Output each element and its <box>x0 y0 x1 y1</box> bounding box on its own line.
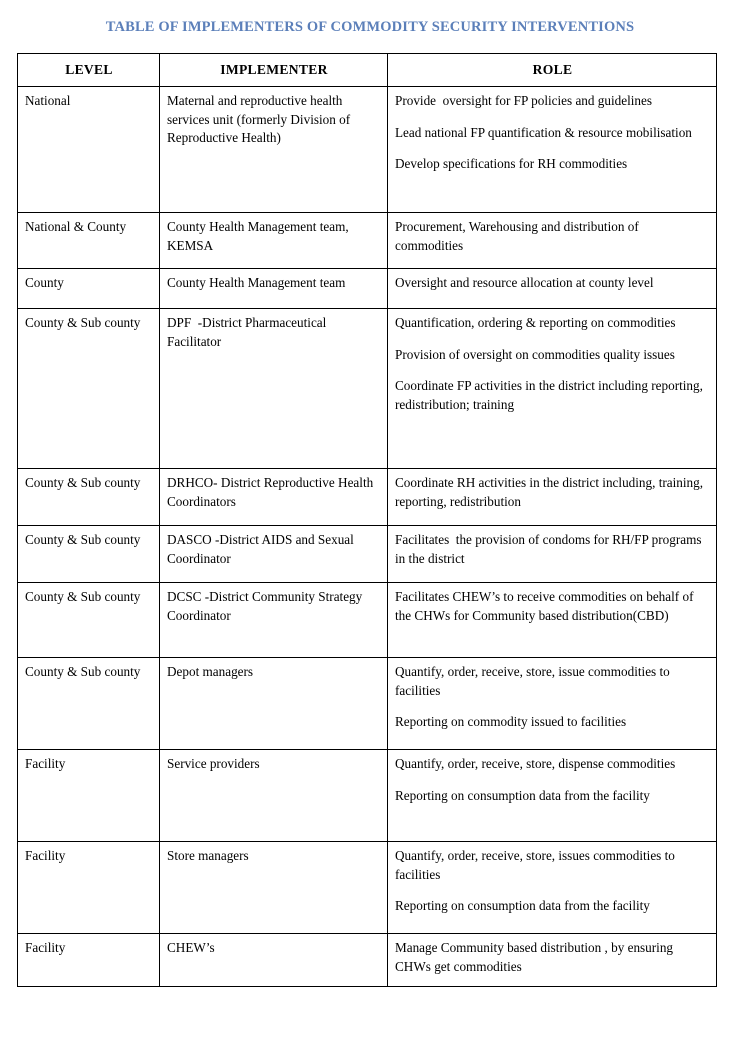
cell-level <box>18 934 160 987</box>
level-text: County & Sub county <box>25 475 141 490</box>
implementer-text: DCSC -District Community Strategy Coordinator <box>167 589 366 623</box>
cell-level <box>18 842 160 934</box>
cell-implementer <box>160 269 388 309</box>
table-header <box>18 54 717 87</box>
table-row <box>18 526 717 583</box>
level-text: Facility <box>25 848 66 863</box>
role-paragraph: Reporting on consumption data from the facility <box>395 898 650 914</box>
table-row <box>18 583 717 658</box>
cell-implementer <box>160 658 388 750</box>
cell-level <box>18 87 160 213</box>
cell-role <box>388 750 717 842</box>
table-row <box>18 842 717 934</box>
table-row <box>18 934 717 987</box>
table-header-row <box>18 54 717 87</box>
cell-implementer <box>160 309 388 469</box>
role-paragraph: Facilitates CHEW’s to receive commodities on behalf of the CHWs for Community based distribution(CBD) <box>395 589 697 623</box>
cell-level <box>18 269 160 309</box>
role-paragraph: Quantification, ordering & reporting on commodities <box>395 315 676 330</box>
role-paragraph: Lead national FP quantification & resource mobilisation <box>395 124 692 140</box>
role-paragraph: Develop specifications for RH commodities <box>395 156 628 172</box>
table-row <box>18 309 717 469</box>
cell-implementer <box>160 583 388 658</box>
page-title: TABLE OF IMPLEMENTERS OF COMMODITY SECURITY INTERVENTIONS <box>105 19 635 35</box>
cell-role <box>388 934 717 987</box>
cell-role <box>388 526 717 583</box>
cell-role <box>388 469 717 526</box>
role-paragraph: Reporting on commodity issued to facilities <box>395 714 627 730</box>
role-paragraph: Facilitates the provision of condoms for RH/FP programs in the district <box>395 532 705 566</box>
table-row <box>18 469 717 526</box>
table-row <box>18 269 717 309</box>
cell-role <box>388 213 717 269</box>
cell-role <box>388 842 717 934</box>
role-paragraph: Reporting on consumption data from the facility <box>395 787 650 803</box>
cell-role <box>388 583 717 658</box>
column-header-implementer: IMPLEMENTER <box>160 54 388 87</box>
level-text: National <box>25 93 71 108</box>
cell-level <box>18 213 160 269</box>
cell-level <box>18 750 160 842</box>
role-paragraph: Provision of oversight on commodities quality issues <box>395 346 675 362</box>
implementer-text: Service providers <box>167 756 260 771</box>
cell-implementer <box>160 842 388 934</box>
cell-level <box>18 526 160 583</box>
role-paragraph: Quantify, order, receive, store, dispense commodities <box>395 756 676 771</box>
role-paragraph: Procurement, Warehousing and distribution of commodities <box>395 219 643 253</box>
table-body <box>18 87 717 987</box>
role-paragraph: Quantify, order, receive, store, issue commodities to facilities <box>395 664 674 698</box>
level-text: Facility <box>25 756 66 771</box>
role-paragraph: Oversight and resource allocation at county level <box>395 275 654 290</box>
cell-implementer <box>160 87 388 213</box>
role-paragraph: Provide oversight for FP policies and guidelines <box>395 93 653 108</box>
implementers-table-container <box>17 53 716 987</box>
cell-implementer <box>160 469 388 526</box>
table-row <box>18 750 717 842</box>
cell-role <box>388 309 717 469</box>
level-text: County & Sub county <box>25 315 141 330</box>
level-text: County <box>25 275 64 290</box>
cell-role <box>388 269 717 309</box>
cell-level <box>18 658 160 750</box>
cell-role <box>388 658 717 750</box>
implementer-text: CHEW’s <box>167 940 215 955</box>
level-text: County & Sub county <box>25 589 141 604</box>
implementer-text: DPF -District Pharmaceutical Facilitator <box>167 315 330 349</box>
level-text: County & Sub county <box>25 532 141 547</box>
column-header-level: LEVEL <box>18 54 160 87</box>
implementer-text: DRHCO- District Reproductive Health Coordinators <box>167 475 377 509</box>
implementer-text: Maternal and reproductive health services unit (formerly Division of Reproductive Health) <box>167 93 354 146</box>
cell-level <box>18 309 160 469</box>
cell-role <box>388 87 717 213</box>
cell-implementer <box>160 934 388 987</box>
level-text: County & Sub county <box>25 664 141 679</box>
cell-implementer <box>160 526 388 583</box>
implementer-text: DASCO -District AIDS and Sexual Coordinator <box>167 532 358 566</box>
table-row <box>18 213 717 269</box>
table-row <box>18 87 717 213</box>
role-paragraph: Coordinate FP activities in the district including reporting, redistribution; training <box>395 378 707 413</box>
implementer-text: Store managers <box>167 848 249 863</box>
role-paragraph: Quantify, order, receive, store, issues commodities to facilities <box>395 848 679 882</box>
table-row <box>18 658 717 750</box>
cell-level <box>18 583 160 658</box>
implementer-text: County Health Management team, KEMSA <box>167 219 352 253</box>
cell-implementer <box>160 750 388 842</box>
cell-level <box>18 469 160 526</box>
role-paragraph: Coordinate RH activities in the district including, training, reporting, redistribution <box>395 475 707 509</box>
level-text: Facility <box>25 940 66 955</box>
implementers-table <box>17 53 717 987</box>
implementer-text: Depot managers <box>167 664 254 679</box>
implementer-text: County Health Management team <box>167 275 346 290</box>
column-header-role: ROLE <box>388 54 717 87</box>
role-paragraph: Manage Community based distribution , by ensuring CHWs get commodities <box>395 940 677 974</box>
cell-implementer <box>160 213 388 269</box>
level-text: National & County <box>25 219 127 234</box>
